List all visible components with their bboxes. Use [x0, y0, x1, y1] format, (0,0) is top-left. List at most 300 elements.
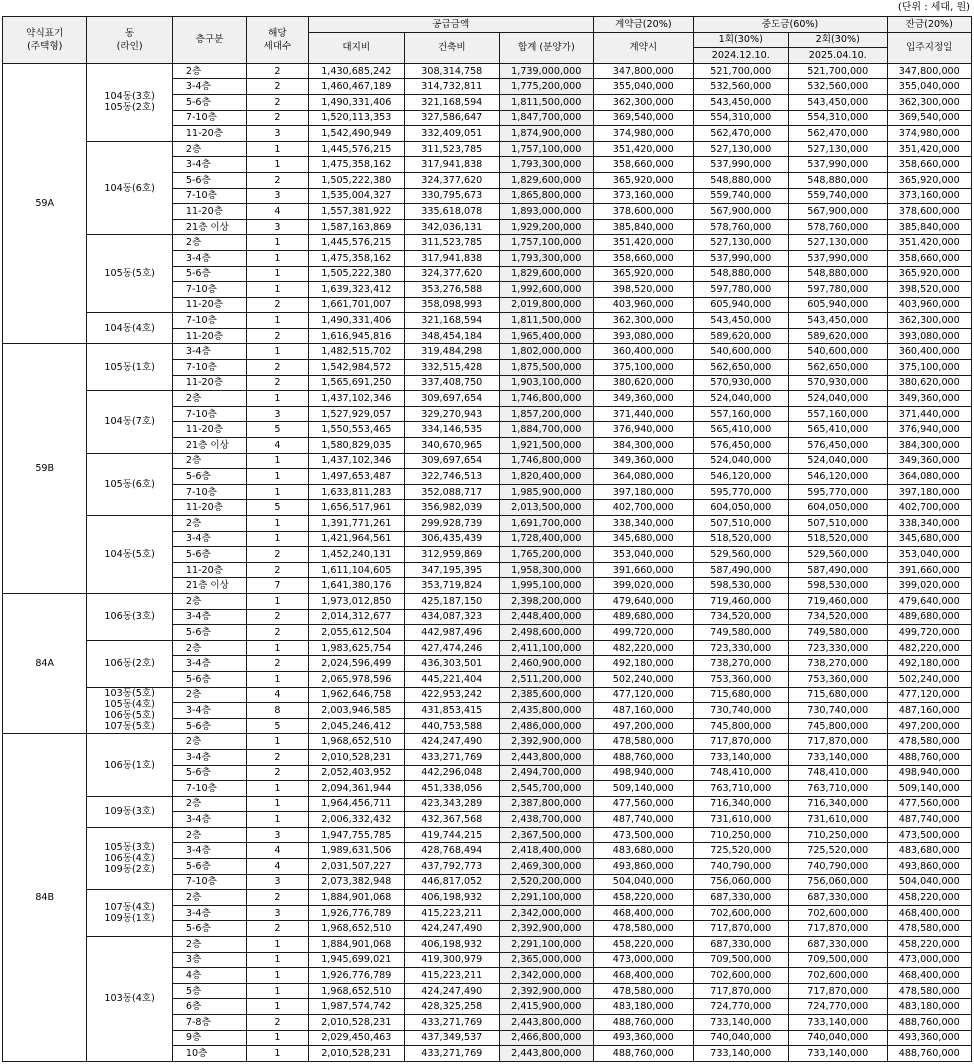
- building-cell: 424,247,490: [405, 983, 499, 999]
- building-cell: 358,098,993: [405, 297, 499, 313]
- mid1-cell: 740,790,000: [693, 859, 788, 875]
- balance-cell: 353,040,000: [887, 547, 972, 563]
- header-land: 대지비: [308, 32, 404, 63]
- balance-cell: 358,660,000: [887, 250, 972, 266]
- count-cell: 1: [247, 157, 308, 173]
- total-cell: 1,811,500,000: [499, 94, 594, 110]
- deposit-cell: 374,980,000: [594, 126, 694, 142]
- floor-cell: 3-4층: [172, 157, 246, 173]
- floor-cell: 5-6층: [172, 469, 246, 485]
- mid1-cell: 543,450,000: [693, 313, 788, 329]
- land-cell: 2,010,528,231: [308, 749, 404, 765]
- mid1-cell: 529,560,000: [693, 547, 788, 563]
- count-cell: 7: [247, 578, 308, 594]
- total-cell: 2,291,100,000: [499, 937, 594, 953]
- total-cell: 1,829,600,000: [499, 266, 594, 282]
- building-cell: 309,697,654: [405, 391, 499, 407]
- land-cell: 2,094,361,944: [308, 781, 404, 797]
- balance-cell: 492,180,000: [887, 656, 972, 672]
- count-cell: 5: [247, 500, 308, 516]
- mid1-cell: 709,500,000: [693, 952, 788, 968]
- floor-cell: 2층: [172, 141, 246, 157]
- balance-cell: 477,560,000: [887, 796, 972, 812]
- building-cell: 340,670,965: [405, 438, 499, 454]
- mid1-cell: 595,770,000: [693, 484, 788, 500]
- land-cell: 1,520,113,353: [308, 110, 404, 126]
- mid2-cell: 546,120,000: [789, 469, 888, 485]
- deposit-cell: 498,940,000: [594, 765, 694, 781]
- mid2-cell: 529,560,000: [789, 547, 888, 563]
- count-cell: 1: [247, 937, 308, 953]
- building-cell: 422,953,242: [405, 687, 499, 703]
- total-cell: 2,443,800,000: [499, 749, 594, 765]
- floor-cell: 3-4층: [172, 250, 246, 266]
- count-cell: 5: [247, 718, 308, 734]
- deposit-cell: 489,680,000: [594, 609, 694, 625]
- building-cell: 356,982,039: [405, 500, 499, 516]
- type-cell: 59A: [3, 63, 87, 344]
- mid1-cell: 540,600,000: [693, 344, 788, 360]
- land-cell: 1,987,574,742: [308, 999, 404, 1015]
- mid1-cell: 521,700,000: [693, 63, 788, 79]
- table-row: [3, 937, 972, 953]
- building-cell: 352,088,717: [405, 484, 499, 500]
- mid2-cell: 554,310,000: [789, 110, 888, 126]
- count-cell: 1: [247, 781, 308, 797]
- land-cell: 1,542,984,572: [308, 360, 404, 376]
- mid2-cell: 521,700,000: [789, 63, 888, 79]
- table-body: [3, 63, 972, 1061]
- mid1-cell: 537,990,000: [693, 157, 788, 173]
- count-cell: 4: [247, 843, 308, 859]
- land-cell: 1,884,901,068: [308, 937, 404, 953]
- land-cell: 1,926,776,789: [308, 968, 404, 984]
- deposit-cell: 349,360,000: [594, 453, 694, 469]
- table-row: [3, 313, 972, 329]
- land-cell: 1,445,576,215: [308, 235, 404, 251]
- mid2-cell: 709,500,000: [789, 952, 888, 968]
- total-cell: 1,884,700,000: [499, 422, 594, 438]
- count-cell: 1: [247, 796, 308, 812]
- total-cell: 1,985,900,000: [499, 484, 594, 500]
- mid2-cell: 740,790,000: [789, 859, 888, 875]
- count-cell: 1: [247, 484, 308, 500]
- deposit-cell: 349,360,000: [594, 391, 694, 407]
- header-mid1-date: 2024.12.10.: [693, 48, 788, 64]
- balance-cell: 349,360,000: [887, 391, 972, 407]
- mid2-cell: 745,800,000: [789, 718, 888, 734]
- balance-cell: 458,220,000: [887, 937, 972, 953]
- mid1-cell: 557,160,000: [693, 406, 788, 422]
- balance-cell: 360,400,000: [887, 344, 972, 360]
- land-cell: 1,611,104,605: [308, 562, 404, 578]
- building-cell: 312,959,869: [405, 547, 499, 563]
- building-cell: 311,523,785: [405, 235, 499, 251]
- balance-cell: 478,580,000: [887, 734, 972, 750]
- count-cell: 1: [247, 344, 308, 360]
- mid2-cell: 734,520,000: [789, 609, 888, 625]
- land-cell: 1,639,323,412: [308, 282, 404, 298]
- mid1-cell: 756,060,000: [693, 874, 788, 890]
- floor-cell: 3-4층: [172, 609, 246, 625]
- deposit-cell: 493,860,000: [594, 859, 694, 875]
- building-cell: 321,168,594: [405, 313, 499, 329]
- land-cell: 1,527,929,057: [308, 406, 404, 422]
- balance-cell: 482,220,000: [887, 640, 972, 656]
- mid2-cell: 687,330,000: [789, 890, 888, 906]
- total-cell: 1,903,100,000: [499, 375, 594, 391]
- deposit-cell: 468,400,000: [594, 905, 694, 921]
- deposit-cell: 399,020,000: [594, 578, 694, 594]
- mid1-cell: 576,450,000: [693, 438, 788, 454]
- count-cell: 1: [247, 141, 308, 157]
- header-mid1: 1회(30%): [693, 32, 788, 48]
- balance-cell: 380,620,000: [887, 375, 972, 391]
- balance-cell: 488,760,000: [887, 749, 972, 765]
- deposit-cell: 483,180,000: [594, 999, 694, 1015]
- count-cell: 2: [247, 1015, 308, 1031]
- building-cell: 299,928,739: [405, 516, 499, 532]
- building-cell: 342,036,131: [405, 219, 499, 235]
- land-cell: 2,003,946,585: [308, 703, 404, 719]
- land-cell: 1,565,691,250: [308, 375, 404, 391]
- deposit-cell: 397,180,000: [594, 484, 694, 500]
- unit-note: (단위 : 세대, 원): [897, 2, 970, 13]
- mid1-cell: 554,310,000: [693, 110, 788, 126]
- total-cell: 2,367,500,000: [499, 827, 594, 843]
- total-cell: 2,342,000,000: [499, 968, 594, 984]
- land-cell: 1,968,652,510: [308, 734, 404, 750]
- count-cell: 1: [247, 469, 308, 485]
- count-cell: 2: [247, 656, 308, 672]
- balance-cell: 374,980,000: [887, 126, 972, 142]
- total-cell: 1,929,200,000: [499, 219, 594, 235]
- floor-cell: 7-10층: [172, 406, 246, 422]
- deposit-cell: 345,680,000: [594, 531, 694, 547]
- balance-cell: 458,220,000: [887, 890, 972, 906]
- mid1-cell: 731,610,000: [693, 812, 788, 828]
- count-cell: 3: [247, 406, 308, 422]
- deposit-cell: 477,120,000: [594, 687, 694, 703]
- total-cell: 1,802,000,000: [499, 344, 594, 360]
- dong-cell: 103동(5호) 105동(4호) 106동(5호) 107동(5호): [87, 687, 172, 734]
- deposit-cell: 468,400,000: [594, 968, 694, 984]
- floor-cell: 2층: [172, 937, 246, 953]
- count-cell: 1: [247, 391, 308, 407]
- mid1-cell: 715,680,000: [693, 687, 788, 703]
- count-cell: 2: [247, 79, 308, 95]
- mid2-cell: 589,620,000: [789, 328, 888, 344]
- deposit-cell: 393,080,000: [594, 328, 694, 344]
- mid2-cell: 756,060,000: [789, 874, 888, 890]
- building-cell: 334,146,535: [405, 422, 499, 438]
- land-cell: 2,024,596,499: [308, 656, 404, 672]
- land-cell: 1,490,331,406: [308, 94, 404, 110]
- land-cell: 2,055,612,504: [308, 625, 404, 641]
- total-cell: 1,820,400,000: [499, 469, 594, 485]
- floor-cell: 2층: [172, 734, 246, 750]
- mid1-cell: 745,800,000: [693, 718, 788, 734]
- mid1-cell: 724,770,000: [693, 999, 788, 1015]
- deposit-cell: 479,640,000: [594, 593, 694, 609]
- table-row: [3, 235, 972, 251]
- mid2-cell: 731,610,000: [789, 812, 888, 828]
- table-row: [3, 141, 972, 157]
- total-cell: 1,874,900,000: [499, 126, 594, 142]
- floor-cell: 5층: [172, 983, 246, 999]
- floor-cell: 21층 이상: [172, 219, 246, 235]
- count-cell: 3: [247, 188, 308, 204]
- floor-cell: 5-6층: [172, 765, 246, 781]
- building-cell: 437,349,537: [405, 1030, 499, 1046]
- mid2-cell: 518,520,000: [789, 531, 888, 547]
- mid1-cell: 518,520,000: [693, 531, 788, 547]
- building-cell: 440,753,588: [405, 718, 499, 734]
- land-cell: 1,587,163,869: [308, 219, 404, 235]
- count-cell: 1: [247, 235, 308, 251]
- table-row: [3, 827, 972, 843]
- balance-cell: 345,680,000: [887, 531, 972, 547]
- count-cell: 2: [247, 375, 308, 391]
- mid1-cell: 527,130,000: [693, 141, 788, 157]
- building-cell: 332,409,051: [405, 126, 499, 142]
- building-cell: 406,198,932: [405, 937, 499, 953]
- land-cell: 2,073,382,948: [308, 874, 404, 890]
- balance-cell: 355,040,000: [887, 79, 972, 95]
- mid1-cell: 605,940,000: [693, 297, 788, 313]
- mid2-cell: 733,140,000: [789, 749, 888, 765]
- mid2-cell: 753,360,000: [789, 671, 888, 687]
- building-cell: 427,474,246: [405, 640, 499, 656]
- mid2-cell: 763,710,000: [789, 781, 888, 797]
- floor-cell: 3-4층: [172, 656, 246, 672]
- deposit-cell: 488,760,000: [594, 749, 694, 765]
- floor-cell: 7-10층: [172, 484, 246, 500]
- building-cell: 434,087,323: [405, 609, 499, 625]
- floor-cell: 11-20층: [172, 375, 246, 391]
- dong-cell: 105동(5호): [87, 235, 172, 313]
- count-cell: 1: [247, 671, 308, 687]
- land-cell: 1,962,646,758: [308, 687, 404, 703]
- count-cell: 4: [247, 687, 308, 703]
- mid2-cell: 717,870,000: [789, 734, 888, 750]
- balance-cell: 478,580,000: [887, 983, 972, 999]
- total-cell: 2,435,800,000: [499, 703, 594, 719]
- mid1-cell: 559,740,000: [693, 188, 788, 204]
- floor-cell: 3-4층: [172, 703, 246, 719]
- building-cell: 406,198,932: [405, 890, 499, 906]
- deposit-cell: 492,180,000: [594, 656, 694, 672]
- land-cell: 1,989,631,506: [308, 843, 404, 859]
- building-cell: 322,746,513: [405, 469, 499, 485]
- total-cell: 1,793,300,000: [499, 157, 594, 173]
- balance-cell: 402,700,000: [887, 500, 972, 516]
- mid2-cell: 527,130,000: [789, 235, 888, 251]
- total-cell: 2,443,800,000: [499, 1015, 594, 1031]
- mid1-cell: 717,870,000: [693, 921, 788, 937]
- land-cell: 1,391,771,261: [308, 516, 404, 532]
- count-cell: 1: [247, 453, 308, 469]
- count-cell: 1: [247, 250, 308, 266]
- land-cell: 1,437,102,346: [308, 391, 404, 407]
- deposit-cell: 371,440,000: [594, 406, 694, 422]
- table-row: [3, 687, 972, 703]
- land-cell: 1,497,653,487: [308, 469, 404, 485]
- floor-cell: 3-4층: [172, 79, 246, 95]
- balance-cell: 403,960,000: [887, 297, 972, 313]
- mid2-cell: 723,330,000: [789, 640, 888, 656]
- mid2-cell: 725,520,000: [789, 843, 888, 859]
- balance-cell: 498,940,000: [887, 765, 972, 781]
- building-cell: 327,586,647: [405, 110, 499, 126]
- mid2-cell: 524,040,000: [789, 453, 888, 469]
- floor-cell: 3-4층: [172, 905, 246, 921]
- land-cell: 2,031,507,227: [308, 859, 404, 875]
- floor-cell: 4층: [172, 968, 246, 984]
- count-cell: 4: [247, 204, 308, 220]
- balance-cell: 349,360,000: [887, 453, 972, 469]
- floor-cell: 3-4층: [172, 843, 246, 859]
- land-cell: 1,968,652,510: [308, 983, 404, 999]
- header-deposit: 계약금(20%): [594, 17, 694, 33]
- balance-cell: 478,580,000: [887, 921, 972, 937]
- building-cell: 433,271,769: [405, 1046, 499, 1062]
- land-cell: 2,029,450,463: [308, 1030, 404, 1046]
- floor-cell: 3-4층: [172, 531, 246, 547]
- mid1-cell: 543,450,000: [693, 94, 788, 110]
- building-cell: 308,314,758: [405, 63, 499, 79]
- mid2-cell: 717,870,000: [789, 983, 888, 999]
- mid2-cell: 595,770,000: [789, 484, 888, 500]
- mid2-cell: 604,050,000: [789, 500, 888, 516]
- mid1-cell: 702,600,000: [693, 905, 788, 921]
- land-cell: 1,973,012,850: [308, 593, 404, 609]
- building-cell: 348,454,184: [405, 328, 499, 344]
- balance-cell: 393,080,000: [887, 328, 972, 344]
- mid1-cell: 604,050,000: [693, 500, 788, 516]
- total-cell: 1,775,200,000: [499, 79, 594, 95]
- total-cell: 2,498,600,000: [499, 625, 594, 641]
- mid2-cell: 687,330,000: [789, 937, 888, 953]
- floor-cell: 11-20층: [172, 126, 246, 142]
- total-cell: 1,875,500,000: [499, 360, 594, 376]
- count-cell: 2: [247, 94, 308, 110]
- dong-cell: 104동(6호): [87, 141, 172, 235]
- type-cell: 84A: [3, 593, 87, 733]
- count-cell: 2: [247, 890, 308, 906]
- deposit-cell: 473,500,000: [594, 827, 694, 843]
- floor-cell: 5-6층: [172, 94, 246, 110]
- balance-cell: 488,760,000: [887, 1046, 972, 1062]
- mid2-cell: 740,040,000: [789, 1030, 888, 1046]
- dong-cell: 107동(4호) 109동(1호): [87, 890, 172, 937]
- table-row: [3, 63, 972, 79]
- deposit-cell: 347,800,000: [594, 63, 694, 79]
- balance-cell: 468,400,000: [887, 905, 972, 921]
- dong-cell: 104동(4호): [87, 313, 172, 344]
- dong-cell: 104동(3호) 105동(2호): [87, 63, 172, 141]
- building-cell: 436,303,501: [405, 656, 499, 672]
- count-cell: 1: [247, 734, 308, 750]
- mid1-cell: 532,560,000: [693, 79, 788, 95]
- deposit-cell: 458,220,000: [594, 937, 694, 953]
- mid1-cell: 570,930,000: [693, 375, 788, 391]
- deposit-cell: 375,100,000: [594, 360, 694, 376]
- balance-cell: 483,180,000: [887, 999, 972, 1015]
- balance-cell: 483,680,000: [887, 843, 972, 859]
- building-cell: 321,168,594: [405, 94, 499, 110]
- mid1-cell: 734,520,000: [693, 609, 788, 625]
- deposit-cell: 351,420,000: [594, 141, 694, 157]
- floor-cell: 2층: [172, 235, 246, 251]
- mid2-cell: 733,140,000: [789, 1015, 888, 1031]
- header-balance: 잔금(20%): [887, 17, 972, 33]
- floor-cell: 7-10층: [172, 313, 246, 329]
- balance-cell: 468,400,000: [887, 968, 972, 984]
- count-cell: 1: [247, 812, 308, 828]
- building-cell: 445,221,404: [405, 671, 499, 687]
- floor-cell: 5-6층: [172, 625, 246, 641]
- total-cell: 2,443,800,000: [499, 1046, 594, 1062]
- table-row: [3, 453, 972, 469]
- deposit-cell: 504,040,000: [594, 874, 694, 890]
- mid2-cell: 562,470,000: [789, 126, 888, 142]
- deposit-cell: 488,760,000: [594, 1046, 694, 1062]
- floor-cell: 5-6층: [172, 266, 246, 282]
- mid1-cell: 719,460,000: [693, 593, 788, 609]
- land-cell: 1,475,358,162: [308, 157, 404, 173]
- total-cell: 1,893,000,000: [499, 204, 594, 220]
- total-cell: 1,765,200,000: [499, 547, 594, 563]
- building-cell: 451,338,056: [405, 781, 499, 797]
- balance-cell: 488,760,000: [887, 1015, 972, 1031]
- deposit-cell: 362,300,000: [594, 313, 694, 329]
- mid1-cell: 733,140,000: [693, 1046, 788, 1062]
- mid1-cell: 565,410,000: [693, 422, 788, 438]
- mid2-cell: 548,880,000: [789, 266, 888, 282]
- mid1-cell: 748,410,000: [693, 765, 788, 781]
- building-cell: 424,247,490: [405, 921, 499, 937]
- deposit-cell: 385,840,000: [594, 219, 694, 235]
- balance-cell: 477,120,000: [887, 687, 972, 703]
- building-cell: 324,377,620: [405, 172, 499, 188]
- deposit-cell: 477,560,000: [594, 796, 694, 812]
- mid1-cell: 562,470,000: [693, 126, 788, 142]
- total-cell: 2,392,900,000: [499, 921, 594, 937]
- mid2-cell: 702,600,000: [789, 905, 888, 921]
- balance-cell: 338,340,000: [887, 516, 972, 532]
- balance-cell: 373,160,000: [887, 188, 972, 204]
- floor-cell: 21층 이상: [172, 578, 246, 594]
- total-cell: 1,728,400,000: [499, 531, 594, 547]
- mid2-cell: 537,990,000: [789, 157, 888, 173]
- dong-cell: 104동(5호): [87, 516, 172, 594]
- count-cell: 2: [247, 625, 308, 641]
- floor-cell: 5-6층: [172, 547, 246, 563]
- total-cell: 2,511,200,000: [499, 671, 594, 687]
- deposit-cell: 483,680,000: [594, 843, 694, 859]
- floor-cell: 3-4층: [172, 812, 246, 828]
- floor-cell: 11-20층: [172, 204, 246, 220]
- count-cell: 2: [247, 921, 308, 937]
- deposit-cell: 488,760,000: [594, 1015, 694, 1031]
- floor-cell: 5-6층: [172, 921, 246, 937]
- count-cell: 1: [247, 516, 308, 532]
- mid1-cell: 730,740,000: [693, 703, 788, 719]
- header-supply: 공급금액: [308, 17, 593, 33]
- land-cell: 1,437,102,346: [308, 453, 404, 469]
- header-middle: 중도금(60%): [693, 17, 887, 33]
